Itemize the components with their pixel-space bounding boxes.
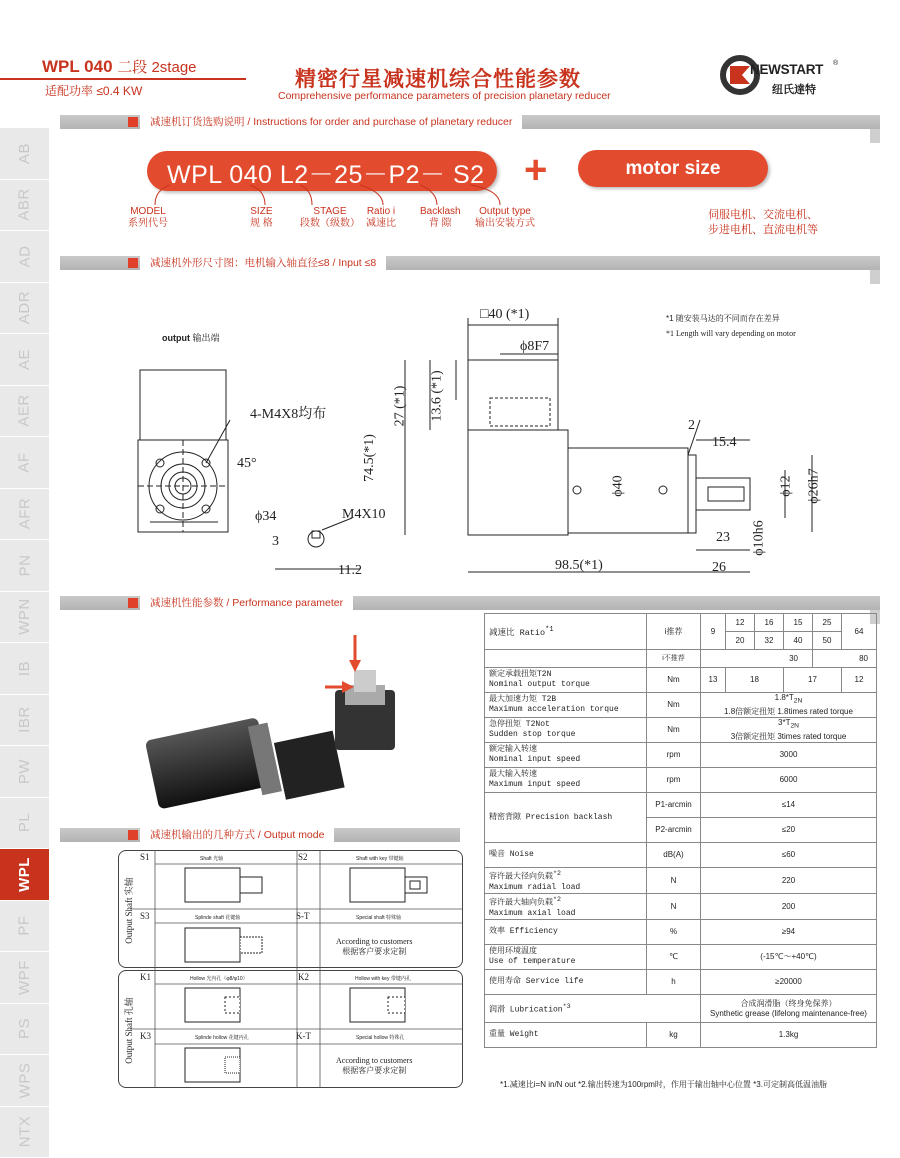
series-tab-label: IB [16, 661, 33, 676]
series-tab-label: WPS [16, 1062, 33, 1098]
drawing-note-cn: *1 随安装马达的不同而存在差异 [666, 313, 780, 324]
section-bar-output [60, 828, 460, 842]
mode-k3-desc: Splinde hollow 花键内孔 [195, 1034, 249, 1041]
motor-note: 伺服电机、交流电机、 步进电机、直流电机等 [708, 208, 818, 238]
dim-2: 2 [688, 418, 695, 434]
series-tab-label: IBR [16, 706, 33, 733]
mode-s3-desc: Splinde shaft 花键轴 [195, 914, 240, 921]
table-row: 急停扭矩 T2Not Sudden stop torque Nm $3*T_{2N}$ 3倍额定扭矩 3times rated torque [485, 718, 877, 743]
table-row: 额定输入转速 Nominal input speed rpm 3000 [485, 743, 877, 768]
series-tab-wps[interactable] [0, 1055, 49, 1107]
dim-98-5: 98.5(*1) [555, 558, 603, 574]
series-tab-label: AFR [16, 498, 33, 530]
series-tab-wpf[interactable] [0, 952, 49, 1004]
custom-note-hollow: According to customers 根据客户要求定制 [336, 1056, 412, 1076]
series-tab-label: PN [16, 554, 33, 576]
brand-name: NEWSTART [750, 62, 823, 77]
dim-square-40: □40 (*1) [480, 307, 529, 323]
table-row: 效率 Efficiency % ≥94 [485, 920, 877, 945]
model-name: WPL 040 [42, 57, 113, 76]
table-row: 容许最大径向负载$^{*2}$ Maximum radial load N 220 [485, 868, 877, 894]
table-row: 使用环境温度 Use of temperature ℃ (-15℃～+40℃) [485, 945, 877, 970]
dim-phi10h6: ϕ10h6 [752, 520, 768, 555]
code-label-size: SIZE 规 格 [250, 206, 273, 230]
dim-23: 23 [716, 530, 730, 546]
code-label-model: MODEL 系列代号 [128, 206, 168, 230]
series-tab-pf[interactable] [0, 901, 49, 953]
table-footnote: *1.减速比i=N in/N out *2.输出转速为100rpm时，作用于输出轴中心位置 *3.可定制高低温油脂 [500, 1079, 827, 1090]
series-tab-label: WPL [16, 857, 33, 892]
series-tab-abr[interactable] [0, 180, 49, 232]
series-tab-label: PS [16, 1018, 33, 1039]
dim-phi34: ϕ34 [255, 509, 276, 525]
table-row: P2-arcmin ≤20 [485, 818, 877, 843]
series-tab-afr[interactable] [0, 489, 49, 541]
model-title [42, 56, 197, 77]
code-leader-lines [140, 180, 540, 210]
series-tab-label: ADR [16, 291, 33, 324]
page-title: 精密行星减速机综合性能参数 [295, 63, 581, 93]
ratio-label: 减速比 Ratio$^{*1}$ [485, 614, 647, 650]
code-label-backlash: Backlash 背 隙 [420, 206, 461, 230]
dim-45-deg: 45° [237, 456, 257, 472]
dim-phi8: ϕ8F7 [520, 339, 549, 355]
series-tab-bar [0, 128, 49, 1158]
motor-size-label: motor size [625, 158, 720, 179]
series-tab-label: ABR [16, 189, 33, 221]
mode-s2: S2 [298, 852, 308, 862]
section-title-performance: 减速机性能参数 / Performance parameter [140, 595, 353, 611]
mode-s3: S3 [140, 911, 150, 921]
series-tab-ab[interactable] [0, 128, 49, 180]
mode-k2: K2 [298, 972, 309, 982]
table-row: 重量 Weight kg 1.3kg [485, 1023, 877, 1048]
series-tab-wpn[interactable] [0, 592, 49, 644]
table-row: 润滑 Lubrication$^{*3}$ 合成润滑脂（终身免保养） Synthetic grease (lifelong maintenance-free) [485, 995, 877, 1023]
table-row: 最大输入转速 Maximum input speed rpm 6000 [485, 768, 877, 793]
series-tab-wpl[interactable] [0, 849, 49, 901]
series-tab-ps[interactable] [0, 1004, 49, 1056]
page-subtitle: Comprehensive performance parameters of precision planetary reducer [278, 90, 611, 102]
series-tab-label: WPN [16, 599, 33, 636]
mode-s1: S1 [140, 852, 150, 862]
motor-size-pill [578, 150, 768, 187]
series-tab-pl[interactable] [0, 798, 49, 850]
mode-k1-desc: Hollow 光内孔（φ8/φ10） [190, 975, 248, 982]
solid-shaft-label: Output Shaft 实轴 [122, 877, 135, 944]
mode-st: S-T [296, 911, 310, 921]
code-label-stage: STAGE 段数（级数） [300, 206, 360, 230]
dim-74-5: 74.5(*1) [362, 434, 378, 482]
section-bar-dimensions [60, 256, 880, 270]
dim-m4x10: M4X10 [342, 507, 386, 523]
code-label-ratio: Ratio i 减速比 [366, 206, 396, 230]
title-rule [0, 78, 246, 80]
order-code: WPL 040 L2－25－P2－ S2 [167, 155, 485, 191]
series-tab-label: AB [16, 143, 33, 164]
mode-s2-desc: Shaft with key 带键轴 [356, 855, 404, 862]
product-photo [140, 630, 440, 820]
section-title-dimensions: 减速机外形尺寸图：电机输入轴直径≤8 / Input ≤8 [140, 255, 386, 271]
dim-26: 26 [712, 560, 726, 576]
dim-3: 3 [272, 534, 279, 550]
series-tab-ib[interactable] [0, 643, 49, 695]
mode-k1: K1 [140, 972, 151, 982]
dim-phi26h7: ϕ26h7 [807, 468, 823, 503]
dim-15-4: 15.4 [712, 435, 737, 451]
series-tab-ad[interactable] [0, 231, 49, 283]
table-row: 容许最大轴向负载$^{*2}$ Maximum axial load N 200 [485, 894, 877, 920]
performance-table: 减速比 Ratio$^{*1}$ i推荐 9 12 16 15 25 64 20 32 40 50 i不推荐 30 80 额定承载扭矩T2N Nominal output torque Nm 13 18 17 12 最大加速力矩 T2B Maximum acceleration torque Nm $1.8*T_{2N}$ 1.8倍额定扭矩 1.8times rated torque 急停扭矩 T2Not Sudden stop torque Nm $3*T_{2N}$ 3倍额定扭矩 3times rated torque 额定输入转速 Nominal input speed rpm 3000 最大输入转速 Maximum input speed rpm 6000 精密背隙 Precision backlash P1-arcmin ≤14 P2-arcmin ≤20 噪音 Noise dB(A) ≤60 容许最大径向负载$^{*2}$ Maximum radial load N 220 容许最大轴向负载$^{*2}$ Maximum axial load N 200 效率 Efficiency % ≥94 使用环境温度 Use of temperature ℃ (-15℃～+40℃) 使用寿命 Service life h ≥20000 润滑 Lubrication$^{*3}$ 合成润滑脂（终身免保养） Synthetic grease (lifelong maintenance-free) 重量 Weight kg 1.3kg [484, 613, 877, 1048]
table-row: 使用寿命 Service life h ≥20000 [485, 970, 877, 995]
hollow-shaft-label: Output Shaft 孔轴 [122, 997, 135, 1064]
registered-mark: ® [833, 60, 838, 67]
mode-kt-desc: Special hollow 特殊孔 [356, 1034, 404, 1041]
dim-phi12: ϕ12 [779, 475, 795, 496]
brand-logo [720, 52, 840, 102]
table-row: 最大加速力矩 T2B Maximum acceleration torque Nm $1.8*T_{2N}$ 1.8倍额定扭矩 1.8times rated torque [485, 693, 877, 718]
table-row: 额定承载扭矩T2N Nominal output torque Nm 13 18 17 12 [485, 668, 877, 693]
series-tab-label: AF [16, 452, 33, 472]
mode-k2-desc: Hollow with key 带键内孔 [355, 975, 411, 982]
series-tab-pw[interactable] [0, 746, 49, 798]
plus-sign: + [524, 150, 547, 190]
section-bar-performance [60, 596, 880, 610]
series-tab-af[interactable] [0, 437, 49, 489]
series-tab-label: PL [16, 813, 33, 832]
dim-27: 27 (*1) [392, 386, 408, 427]
section-title-output: 减速机输出的几种方式 / Output mode [140, 827, 334, 843]
series-tab-ae[interactable] [0, 334, 49, 386]
dim-11-2: 11.2 [338, 563, 362, 579]
dim-phi40: ϕ40 [611, 475, 627, 496]
dim-4-m4x8: 4-M4X8均布 [250, 403, 326, 423]
output-end-label: output 输出端 [162, 331, 220, 344]
dim-13-6: 13.6 (*1) [430, 370, 446, 421]
mode-s1-desc: Shaft 光轴 [200, 855, 223, 862]
series-tab-label: PW [16, 759, 33, 784]
series-tab-label: AD [16, 245, 33, 267]
mode-kt: K-T [296, 1031, 311, 1041]
series-tab-label: AE [16, 349, 33, 370]
table-row: 精密背隙 Precision backlash P1-arcmin ≤14 [485, 793, 877, 818]
series-tab-ntx[interactable] [0, 1107, 49, 1158]
section-title-order: 减速机订货选购说明 / Instructions for order and purchase of planetary reducer [140, 114, 522, 130]
output-mode-grid [130, 850, 463, 1088]
series-tab-label: PF [16, 916, 33, 936]
series-tab-ibr[interactable] [0, 695, 49, 747]
series-tab-label: WPF [16, 960, 33, 995]
code-label-output: Output type 输出安装方式 [475, 206, 535, 230]
power-label: 适配功率 ≤0.4 KW [45, 82, 142, 99]
drawing-note-en: *1 Length will vary depending on motor [666, 329, 796, 338]
series-tab-pn[interactable] [0, 540, 49, 592]
mode-st-desc: Special shaft 特殊轴 [356, 914, 401, 921]
series-tab-adr[interactable] [0, 283, 49, 335]
mode-k3: K3 [140, 1031, 151, 1041]
table-row: 噪音 Noise dB(A) ≤60 [485, 843, 877, 868]
series-tab-label: AER [16, 395, 33, 427]
section-bar-order [60, 115, 880, 129]
series-tab-label: NTX [16, 1116, 33, 1148]
stage-label: 二段 2stage [117, 59, 196, 76]
custom-note-solid: According to customers 根据客户要求定制 [336, 937, 412, 957]
brand-name-cn: 纽氏達特 [772, 81, 816, 97]
series-tab-aer[interactable] [0, 386, 49, 438]
